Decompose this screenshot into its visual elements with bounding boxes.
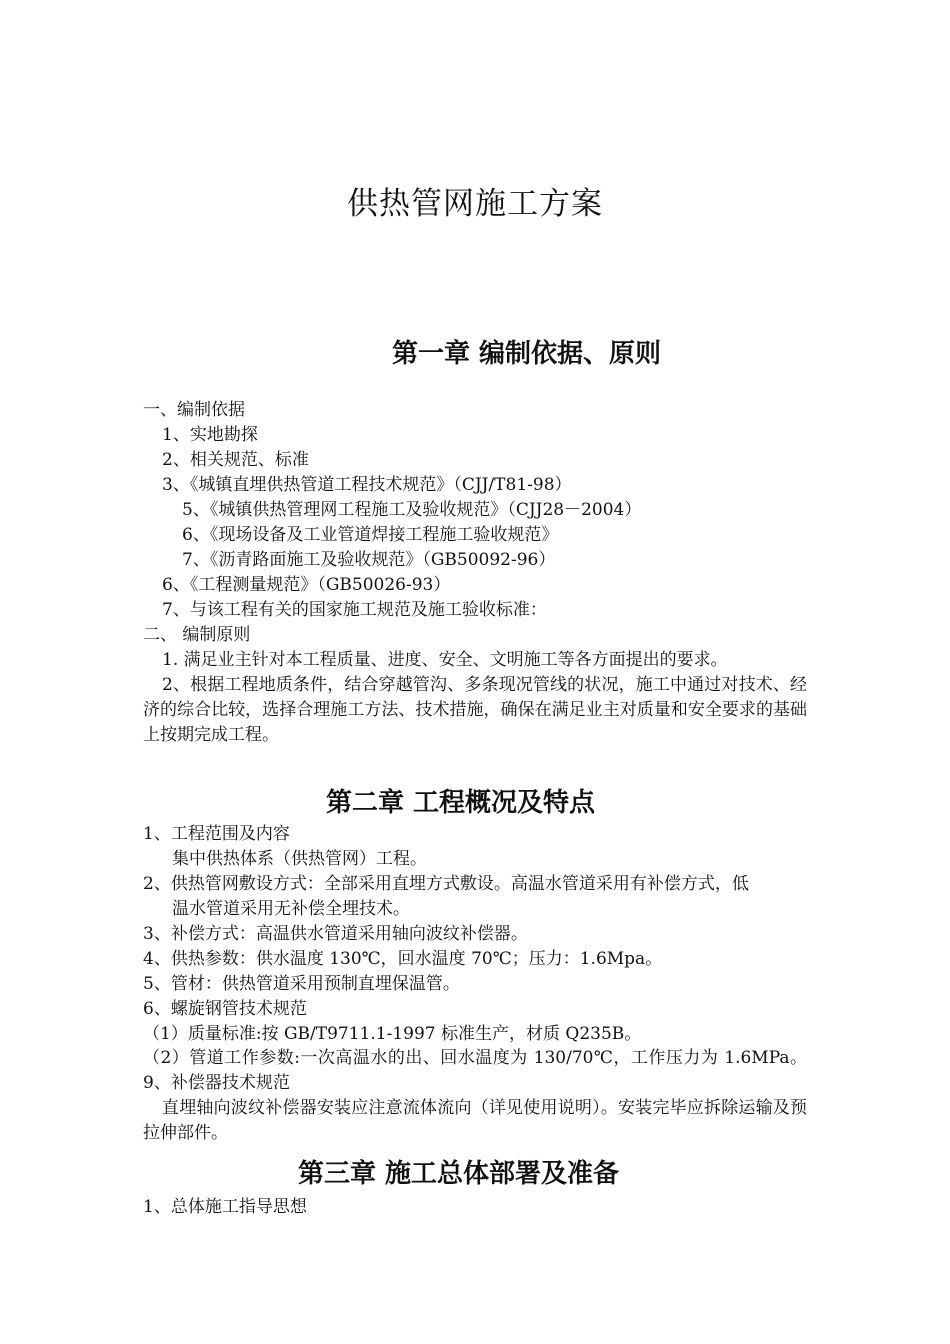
chapter3-heading: 第三章 施工总体部署及准备 (298, 1159, 620, 1189)
list-item: 5、《城镇供热管理网工程施工及验收规范》（CJJ28－2004） (182, 500, 642, 520)
list-item: 3、补偿方式：高温供水管道采用轴向波纹补偿器。 (143, 924, 528, 944)
chapter1-heading: 第一章 编制依据、原则 (392, 339, 662, 369)
list-item: 温水管道采用无补偿全埋技术。 (172, 899, 410, 919)
document-title: 供热管网施工方案 (347, 186, 603, 222)
list-item: 2、供热管网敷设方式：全部采用直埋方式敷设。高温水管道采用有补偿方式，低 (143, 874, 749, 894)
section-heading: 一、编制依据 (143, 400, 245, 420)
paragraph: 2、根据工程地质条件，结合穿越管沟、多条现况管线的状况，施工中通过对技术、经济的综合比较，选择合理施工方法、技术措施，确保在满足业主对质量和安全要求的基础上按期完成工程。 (143, 675, 807, 745)
list-item: （1）质量标准:按 GB/T9711.1-1997 标准生产，材质 Q235B。 (143, 1024, 642, 1044)
list-item: 1、实地勘探 (162, 425, 258, 445)
chapter2-heading: 第二章 工程概况及特点 (326, 788, 596, 818)
paragraph: 直埋轴向波纹补偿器安装应注意流体流向（详见使用说明）。安装完毕应拆除运输及预拉伸部件。 (143, 1098, 807, 1143)
list-item: 2、相关规范、标准 (162, 450, 309, 470)
list-item: 集中供热体系（供热管网）工程。 (172, 849, 427, 869)
list-item: 1、工程范围及内容 (143, 824, 290, 844)
list-item: 6、《现场设备及工业管道焊接工程施工验收规范》 (182, 525, 559, 545)
list-item: 6、螺旋钢管技术规范 (143, 999, 307, 1019)
section-heading: 二、 编制原则 (143, 625, 251, 645)
list-item: 3、《城镇直埋供热管道工程技术规范》（CJJ/T81-98） (162, 475, 572, 495)
list-item: 7、《沥青路面施工及验收规范》（GB50092-96） (182, 550, 556, 570)
paragraph: （2）管道工作参数:一次高温水的出、回水温度为 130/70℃，工作压力为 1.6MPa。9、补偿器技术规范 (143, 1048, 807, 1093)
list-item: 6、《工程测量规范》（GB50026-93） (162, 575, 451, 595)
list-item: 5、管材：供热管道采用预制直埋保温管。 (143, 974, 460, 994)
paragraph: 1. 满足业主针对本工程质量、进度、安全、文明施工等各方面提出的要求。 (162, 650, 728, 670)
list-item: 7、与该工程有关的国家施工规范及施工验收标准： (162, 600, 547, 620)
list-item: 4、供热参数：供水温度 130℃，回水温度 70℃；压力：1.6Mpa。 (143, 949, 663, 969)
list-item: 1、总体施工指导思想 (143, 1197, 307, 1217)
